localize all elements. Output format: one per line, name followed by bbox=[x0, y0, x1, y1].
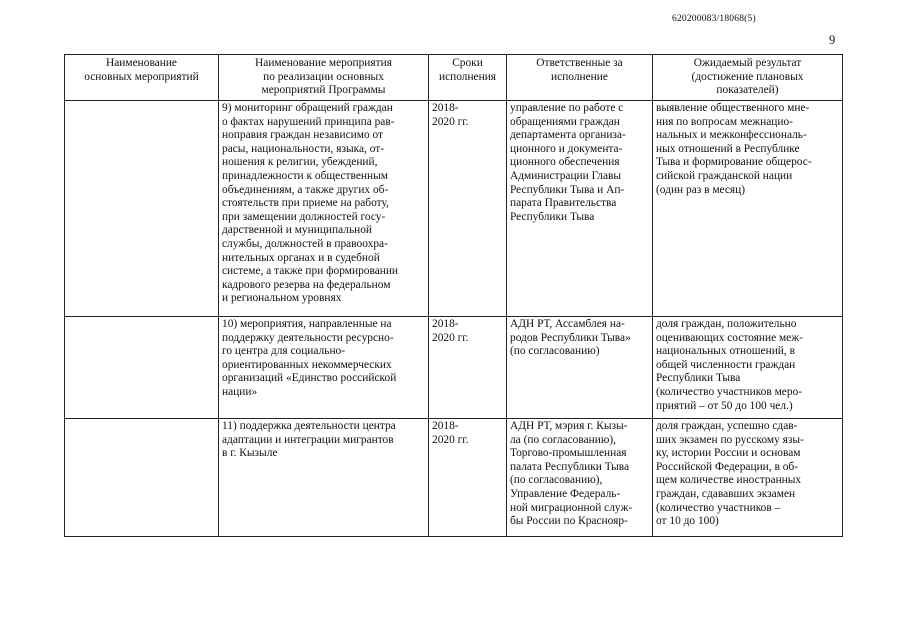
header-expected-result: Ожидаемый результат (достижение плановых показателей) bbox=[653, 55, 843, 101]
header-responsible: Ответственные за исполнение bbox=[507, 55, 653, 101]
table-row bbox=[65, 317, 843, 419]
cell-term: 2018- 2020 гг. bbox=[429, 419, 507, 537]
cell-activity: 11) поддержка деятельности центра адаптации и интеграции мигрантов в г. Кызыле bbox=[219, 419, 429, 537]
cell-activity: 9) мониторинг обращений граждан о фактах нарушений принципа рав- ноправия граждан независимо от расы, национальности, языка, от- ношения к религии, убеждений, принадлежности к общественным объединениям, а также других об- стоятельств при приеме на работу, при замещении должностей госу- дарственной и муниципальной службы, должностей в правоохра- нительных органах и в судебной системе, а также при формировании кадрового резерва на федеральном и региональном уровнях bbox=[219, 101, 429, 317]
cell-term: 2018- 2020 гг. bbox=[429, 317, 507, 419]
cell-responsible: управление по работе с обращениями граждан департамента организа- ционного и документа- ционного обеспечения Администрации Главы Республики Тыва и Ап- парата Правительства Республики Тыва bbox=[507, 101, 653, 317]
cell-main bbox=[65, 101, 219, 317]
table-header-row bbox=[65, 55, 843, 101]
page-number: 9 bbox=[829, 33, 836, 47]
cell-result: выявление общественного мне- ния по вопросам межнацио- нальных и межконфессиональ- ных отношений в Республике Тыва и формирование общерос- сийской гражданской нации (один раз в месяц) bbox=[653, 101, 843, 317]
cell-result: доля граждан, успешно сдав- ших экзамен по русскому язы- ку, истории России и основам Российской Федерации, в об- щем количестве иностранных граждан, сдававших экзамен (количество участников – от 10 до 100) bbox=[653, 419, 843, 537]
cell-result: доля граждан, положительно оценивающих состояние меж- национальных отношений, в общей численности граждан Республики Тыва (количество участников меро- приятий – от 50 до 100 чел.) bbox=[653, 317, 843, 419]
cell-responsible: АДН РТ, Ассамблея на- родов Республики Тыва» (по согласованию) bbox=[507, 317, 653, 419]
document-id: 620200083/18068(5) bbox=[672, 14, 756, 24]
cell-main bbox=[65, 419, 219, 537]
program-activities-table bbox=[64, 54, 843, 537]
table-row bbox=[65, 101, 843, 317]
cell-term: 2018- 2020 гг. bbox=[429, 101, 507, 317]
header-activity-name: Наименование мероприятия по реализации основных мероприятий Программы bbox=[219, 55, 429, 101]
header-main-activities: Наименование основных мероприятий bbox=[65, 55, 219, 101]
header-term: Сроки исполнения bbox=[429, 55, 507, 101]
cell-responsible: АДН РТ, мэрия г. Кызы- ла (по согласованию), Торгово-промышленная палата Республики Тыва (по согласованию), Управление Федераль- ной миграционной служ- бы России по Краснояр- bbox=[507, 419, 653, 537]
cell-main bbox=[65, 317, 219, 419]
cell-activity: 10) мероприятия, направленные на поддержку деятельности ресурсно- го центра для социально- ориентированных некоммерческих организаций «Единство российской нации» bbox=[219, 317, 429, 419]
table-row bbox=[65, 419, 843, 537]
